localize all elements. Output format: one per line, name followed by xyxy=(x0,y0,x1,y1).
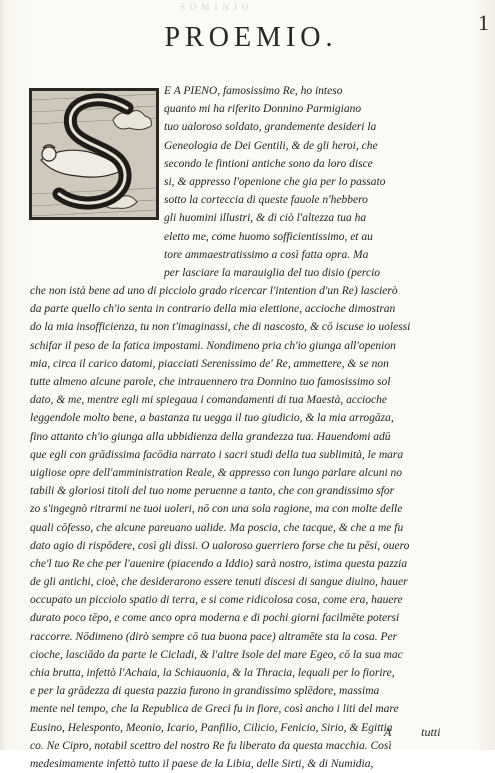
text-line: de gli antichi, cioè, che desiderarono essere tenuti discesi di sangue diuino, hauer xyxy=(30,576,408,589)
folio-number: 1 xyxy=(478,10,489,35)
text-line: secondo le fintioni antiche sono da loro disce xyxy=(164,157,373,170)
bleed-through-text: SOMINIO xyxy=(180,2,254,12)
text-line: occupato un picciolo spatio di terra, e si come ridicolosa cosa, come era, hauere xyxy=(30,594,403,607)
text-line: dato agio di rispōdere, così gli dissi. O ualoroso guerriero forse che tu pēsi, ouero xyxy=(30,539,410,552)
text-line: gli huomini illustri, & di ciò l'altezza tua ha xyxy=(164,212,367,225)
text-line: eletto me, come huomo sofficientissimo, et au xyxy=(164,230,373,243)
text-line: co. Ne Cipro, notabil scettro del nostro Re fu liberato da questa macchia. Così xyxy=(30,739,392,752)
text-line: tore ammaestratissimo a così fatta opra. Ma xyxy=(164,248,369,261)
text-line: che'l tuo Re che per l'auenire (piacendo a Iddio) sarà nostro, istima questa pazzia xyxy=(30,557,408,570)
text-line: e per la grādezza di questa pazzia furono in grandissimo splēdore, massima xyxy=(30,685,380,698)
body-text xyxy=(30,82,474,773)
page-title: PROEMIO. xyxy=(164,22,338,53)
text-line: per lasciare la marauiglia del tuo disio (percio xyxy=(164,266,381,279)
text-line: raccorre. Nōdimeno (dirò sempre cō tua buona pace) altramēte sta la cosa. Per xyxy=(30,630,398,643)
text-line: fino attanto ch'io giunga alla ubbidienza della grandezza tua. Hauendomi adū xyxy=(30,430,391,443)
text-line: che non istà bene ad uno di picciolo grado ricercar l'intention d'un Re) lascierò xyxy=(30,285,398,298)
text-line: uigliose opre dell'amministration Reale, & appresso con lungo parlare alcuni no xyxy=(30,466,403,479)
text-line: quanto mi ha riferito Donnino Parmigiano xyxy=(164,103,362,116)
text-line: da parte quello ch'io senta in contrario della mia elettione, accioche dimostran xyxy=(30,303,396,316)
text-line: que egli con grādissima facōdia narrato i sacri studi della tua sublimità, le mara xyxy=(30,448,404,461)
text-line: leggendole molto bene, a bastanza tu uegga il tuo giudicio, & la mia arrogāza, xyxy=(30,412,394,425)
text-line: si, & appresso l'openione che gia per lo passato xyxy=(164,175,386,188)
text-line: zo s'ingegnò ritrarmi ne tuoi uoleri, nō con una sola ragione, ma con molte delle xyxy=(30,503,403,516)
text-line: dato, & me, mentre egli mi spiegaua i comandamenti di tua Maestà, accioche xyxy=(30,394,387,407)
text-line: Eusino, Helesponto, Meonio, Icario, Panfilio, Cilicio, Fenicio, Sirio, & Egittia xyxy=(30,721,393,734)
text-line: mente nel tempo, che la Republica de Greci fu in fiore, così ancho i liti del mare xyxy=(30,703,399,716)
text-line: schifar il peso de la fatica impostami. Nondimeno pria ch'io giunga all'openion xyxy=(30,339,396,352)
text-line: tutte almeno alcune parole, che intrauennero tra Donnino tuo famosissimo sol xyxy=(30,376,391,388)
catchword: A tutti xyxy=(384,725,441,739)
text-line: quali cōfesso, che alcune pareuano ualide. Ma poscia, che tacque, & che a me fu xyxy=(30,521,404,534)
text-line: cioche, lasciādo da parte le Cicladi, & l'altre Isole del mare Egeo, cō la sua mac xyxy=(30,648,403,661)
text-line: sotto la corteccia di queste fauole n'hebbero xyxy=(164,194,368,207)
text-line: Geneologia de Dei Gentili, & de gli heroi, che xyxy=(164,139,378,152)
text-line: E A PIENO, famosissimo Re, ho inteso xyxy=(164,85,343,97)
text-line: medesimamente infettò tutto il paese de la Libia, delle Sirti, & di Numidia, xyxy=(30,757,374,770)
text-line: tuo ualoroso soldato, grandemente desideri la xyxy=(164,121,377,134)
text-line: chia brutta, infettò l'Achaia, la Schiauonia, & la Thracia, lequali per lo fiorire, xyxy=(30,667,395,679)
text-line: tabili & gloriosi titoli del tuo nome peruenne a tanto, che con grandissimo sfor xyxy=(30,485,395,498)
text-line: mia, circa il carico datomi, piacciati Serenissimo de' Re, ammettere, & se non xyxy=(30,357,389,370)
text-line: durato poco tēpo, e come anco opra moderna e di pochi giorni facilmēte potersi xyxy=(30,612,400,625)
text-line: do la mia insofficienza, tu non t'imaginassi, che di nascosto, & cō iscuse io uolessi xyxy=(30,321,411,334)
